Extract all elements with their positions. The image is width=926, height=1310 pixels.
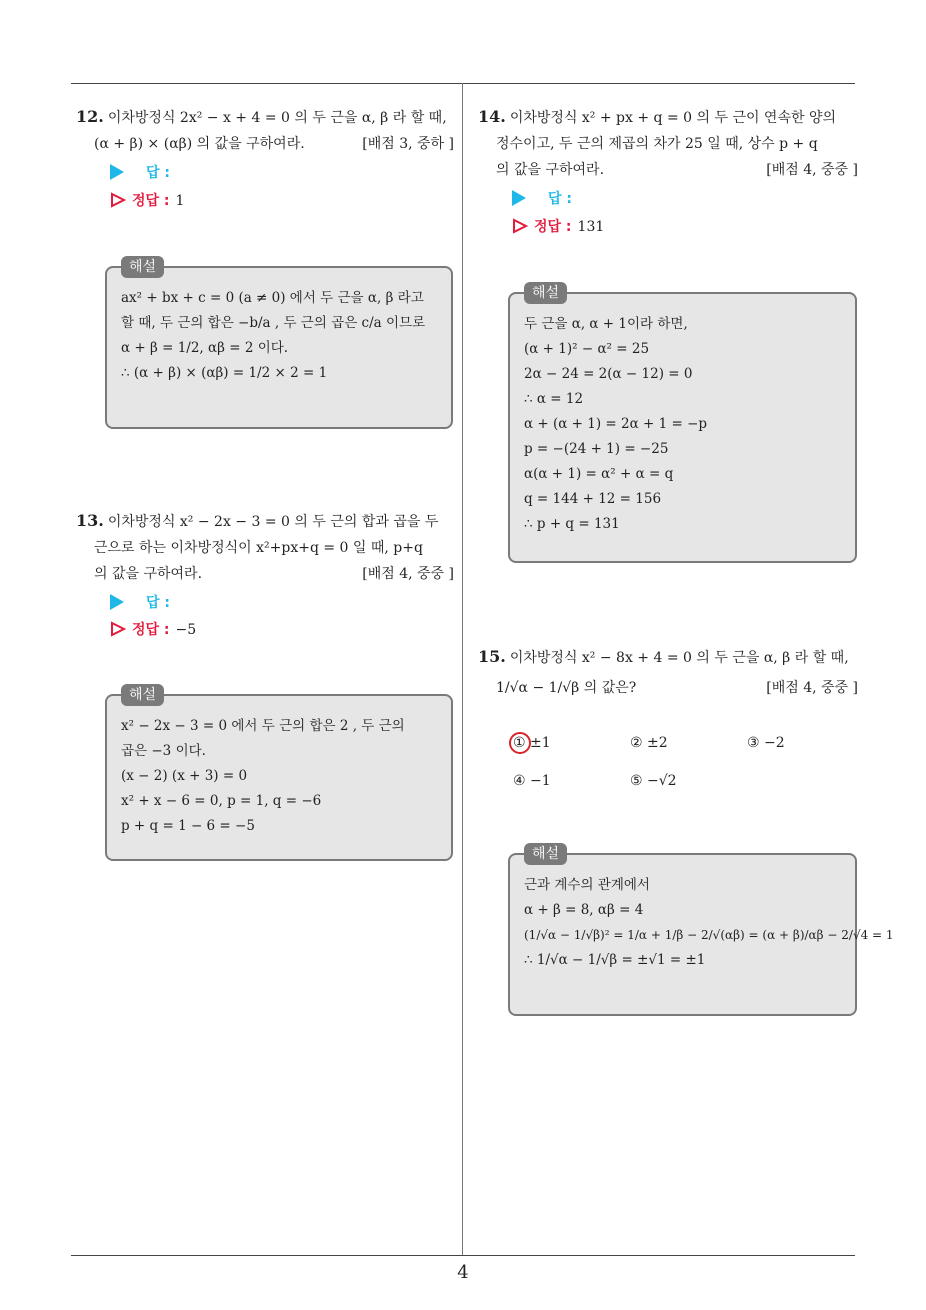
- answer-label: 답 :: [146, 595, 170, 611]
- question-14: [478, 104, 858, 183]
- question-15: [478, 644, 858, 701]
- answer-label: 답 :: [548, 191, 572, 207]
- solution-tag: 해설: [121, 684, 164, 706]
- solution-line: ∴ p + q = 131: [524, 516, 620, 532]
- solution-line: α(α + 1) = α² + α = q: [524, 466, 674, 482]
- points-label: [배점 4, 중중 ]: [766, 680, 858, 696]
- correct-row: [110, 617, 196, 643]
- solution-line: α + (α + 1) = 2α + 1 = −p: [524, 416, 708, 432]
- solution-line: (1/√α − 1/√β)² = 1/α + 1/β − 2/√(αβ) = (α + β)/αβ − 2/√4 = 1: [524, 928, 894, 942]
- choice-2[interactable]: ② ±2: [630, 735, 668, 751]
- solution-line: α + β = 1/2, αβ = 2 이다.: [121, 340, 289, 356]
- solution-line: x² − 2x − 3 = 0 에서 두 근의 합은 2 , 두 근의: [121, 718, 405, 734]
- question-text-line1: 이차방정식 2x² − x + 4 = 0 의 두 근을 α, β 라 할 때,: [107, 110, 447, 126]
- correct-value: 131: [577, 219, 605, 235]
- question-text-line2: (α + β) × (αβ) 의 값을 구하여라.: [94, 136, 305, 152]
- bottom-rule: [71, 1255, 855, 1256]
- points-label: [배점 4, 중중 ]: [766, 162, 858, 178]
- outline-triangle-icon: [512, 218, 528, 234]
- play-icon: [110, 594, 124, 610]
- correct-value: −5: [175, 622, 197, 638]
- question-number: 12.: [76, 107, 104, 126]
- question-text-line1: 이차방정식 x² + px + q = 0 의 두 근이 연속한 양의: [509, 110, 837, 126]
- question-text-line2: 정수이고, 두 근의 제곱의 차가 25 일 때, 상수 p + q: [496, 136, 818, 152]
- solution-line: p + q = 1 − 6 = −5: [121, 818, 255, 834]
- question-12: [76, 104, 454, 157]
- correct-label: 정답 :: [534, 219, 572, 235]
- answer-row: [110, 590, 170, 616]
- correct-row: [110, 188, 184, 214]
- play-icon: [512, 190, 526, 206]
- question-text-line1: 이차방정식 x² − 8x + 4 = 0 의 두 근을 α, β 라 할 때,: [509, 650, 849, 666]
- solution-line: ∴ (α + β) × (αβ) = 1/2 × 2 = 1: [121, 365, 328, 381]
- question-13: [76, 508, 454, 587]
- page-number: 4: [457, 1262, 469, 1283]
- play-icon: [110, 164, 124, 180]
- outline-triangle-icon: [110, 621, 126, 637]
- question-number: 15.: [478, 647, 506, 666]
- correct-label: 정답 :: [132, 193, 170, 209]
- points-label: [배점 4, 중중 ]: [362, 566, 454, 582]
- answer-row: [110, 160, 170, 186]
- question-number: 14.: [478, 107, 506, 126]
- correct-row: [512, 214, 604, 240]
- solution-line: q = 144 + 12 = 156: [524, 491, 662, 507]
- points-label: [배점 3, 중하 ]: [362, 136, 454, 152]
- solution-line: 2α − 24 = 2(α − 12) = 0: [524, 366, 693, 382]
- solution-line: 할 때, 두 근의 합은 −b/a , 두 근의 곱은 c/a 이므로: [121, 315, 426, 331]
- solution-box: [105, 687, 453, 861]
- solution-tag: 해설: [524, 843, 567, 865]
- choice-5[interactable]: ⑤ −√2: [630, 773, 677, 789]
- question-text-line3: 의 값을 구하여라.: [94, 566, 203, 582]
- question-text-line2: 1/√α − 1/√β 의 값은?: [496, 680, 637, 696]
- solution-box: [105, 259, 453, 429]
- solution-tag: 해설: [121, 256, 164, 278]
- question-text-line3: 의 값을 구하여라.: [496, 162, 605, 178]
- choice-4[interactable]: ④ −1: [513, 773, 551, 789]
- solution-line: (x − 2) (x + 3) = 0: [121, 768, 248, 784]
- answer-row: [512, 186, 572, 212]
- solution-line: ∴ α = 12: [524, 391, 584, 407]
- solution-line: 근과 계수의 관계에서: [524, 877, 650, 893]
- solution-line: 두 근을 α, α + 1이라 하면,: [524, 316, 688, 332]
- question-text-line1: 이차방정식 x² − 2x − 3 = 0 의 두 근의 합과 곱을 두: [107, 514, 439, 530]
- solution-line: (α + 1)² − α² = 25: [524, 341, 650, 357]
- answer-label: 답 :: [146, 165, 170, 181]
- choice-1[interactable]: ① ±1: [513, 735, 551, 751]
- column-divider: [462, 83, 463, 1255]
- solution-line: α + β = 8, αβ = 4: [524, 902, 644, 918]
- question-number: 13.: [76, 511, 104, 530]
- solution-line: ∴ 1/√α − 1/√β = ±√1 = ±1: [524, 952, 706, 968]
- solution-line: p = −(24 + 1) = −25: [524, 441, 669, 457]
- choice-3[interactable]: ③ −2: [747, 735, 785, 751]
- solution-box: [508, 846, 894, 1016]
- solution-tag: 해설: [524, 282, 567, 304]
- correct-label: 정답 :: [132, 622, 170, 638]
- solution-line: ax² + bx + c = 0 (a ≠ 0) 에서 두 근을 α, β 라고: [121, 290, 424, 306]
- solution-box: [508, 285, 857, 563]
- top-rule: [71, 83, 855, 84]
- question-text-line2: 근으로 하는 이차방정식이 x²+px+q = 0 일 때, p+q: [94, 540, 423, 556]
- solution-line: x² + x − 6 = 0, p = 1, q = −6: [121, 793, 322, 809]
- solution-line: 곱은 −3 이다.: [121, 743, 206, 759]
- correct-value: 1: [175, 193, 185, 209]
- outline-triangle-icon: [110, 192, 126, 208]
